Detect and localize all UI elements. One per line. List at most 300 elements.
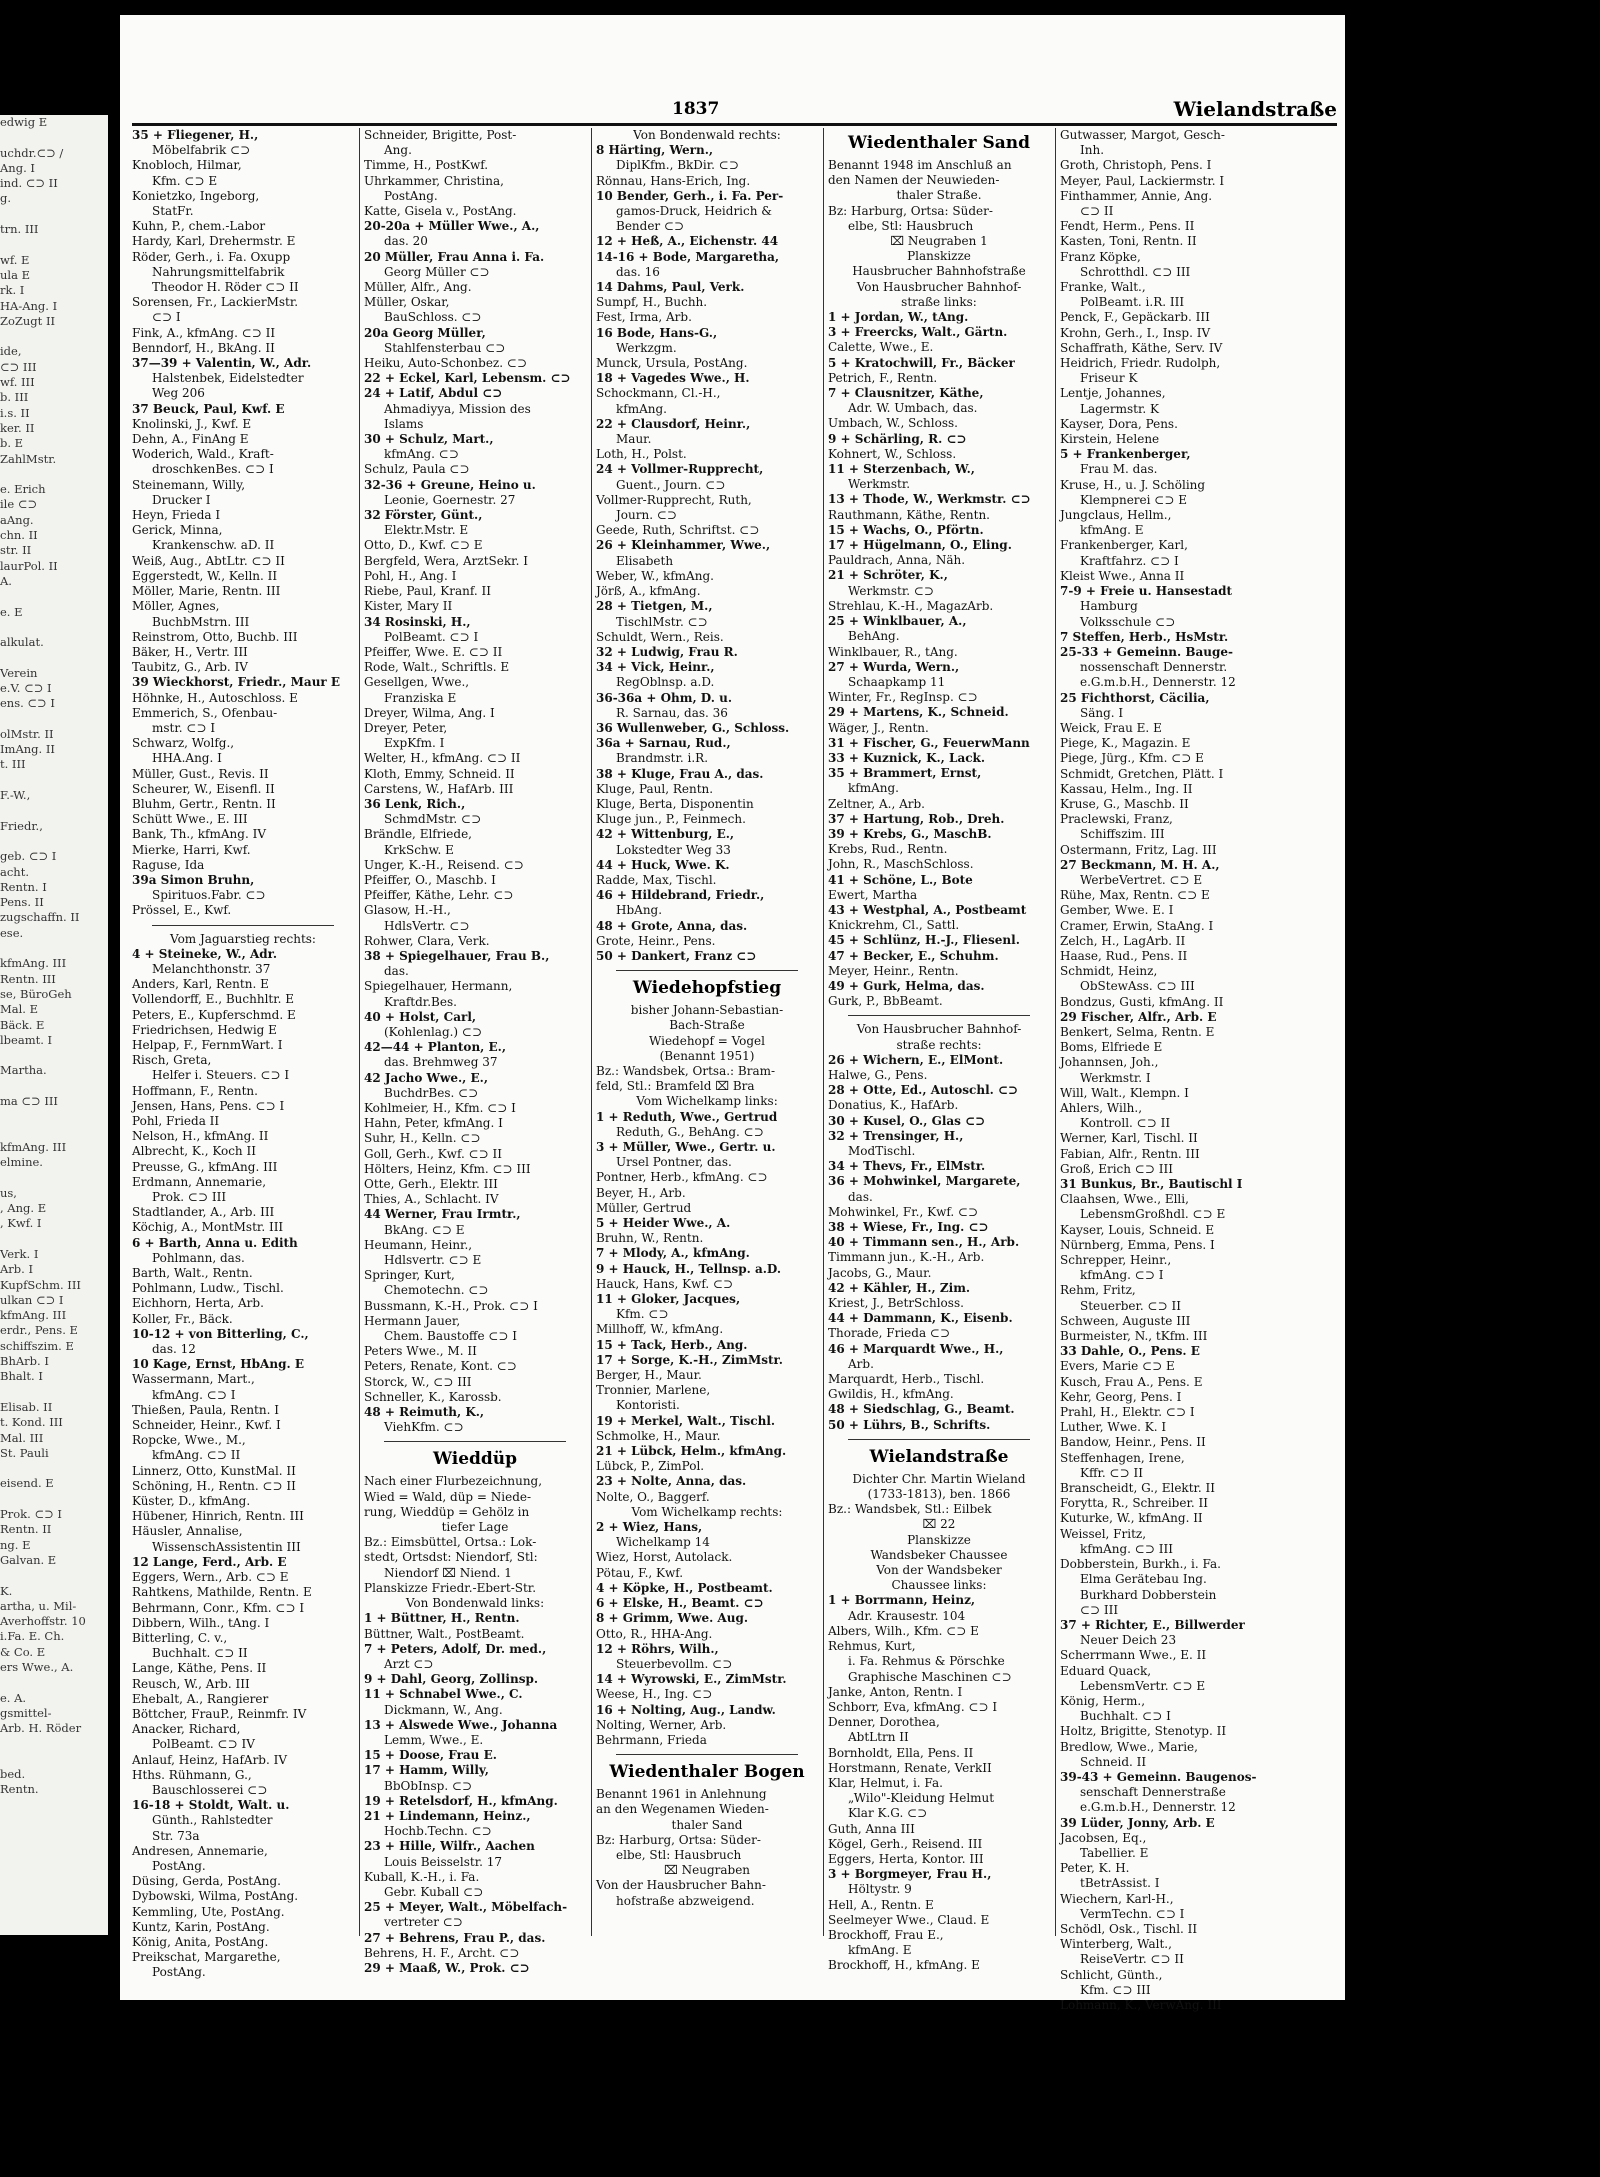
resident-entry: Peters, Renate, Kont. ⊂⊃ bbox=[364, 1359, 517, 1374]
resident-entry: Von der Hausbrucher Bahn- bbox=[596, 1878, 766, 1893]
prev-page-fragment bbox=[0, 941, 108, 956]
resident-entry: Halstenbek, Eidelstedter bbox=[152, 371, 304, 386]
resident-entry: Lentje, Johannes, bbox=[1060, 386, 1166, 401]
resident-entry: Burkhard Dobberstein bbox=[1080, 1587, 1217, 1602]
house-number-entry: 36 Wullenweber, G., Schloss. bbox=[596, 720, 790, 735]
house-number-entry: 23 + Nolte, Anna, das. bbox=[596, 1474, 747, 1489]
resident-entry: gamos-Druck, Heidrich & bbox=[616, 204, 772, 219]
resident-entry: Elma Gerätebau Ing. bbox=[1080, 1572, 1207, 1587]
prev-page-fragment bbox=[0, 1675, 108, 1690]
column-divider bbox=[823, 128, 824, 1936]
prev-page-fragment: e. E bbox=[0, 604, 23, 619]
resident-entry: Guent., Journ. ⊂⊃ bbox=[616, 477, 726, 492]
resident-entry: Düsing, Gerda, PostAng. bbox=[132, 1874, 281, 1889]
house-number-entry: 8 + Grimm, Wwe. Aug. bbox=[596, 1611, 749, 1626]
resident-entry: ViehKfm. ⊂⊃ bbox=[384, 1420, 464, 1435]
resident-entry: Schockmann, Cl.-H., bbox=[596, 386, 721, 401]
prev-page-fragment: trn. III bbox=[0, 222, 39, 237]
resident-entry: Bussmann, K.-H., Prok. ⊂⊃ I bbox=[364, 1298, 538, 1313]
house-number-entry: 3 + Müller, Wwe., Gertr. u. bbox=[596, 1140, 776, 1154]
resident-entry: Wichelkamp 14 bbox=[616, 1535, 710, 1550]
resident-entry: Piege, K., Magazin. E bbox=[1060, 736, 1191, 751]
resident-entry: Schborr, Eva, kfmAng. ⊂⊃ I bbox=[828, 1699, 998, 1714]
resident-entry: Praclewski, Franz, bbox=[1060, 812, 1173, 827]
prev-page-fragment bbox=[0, 1492, 108, 1507]
column-1 bbox=[132, 128, 354, 1980]
resident-entry: Emmerich, S., Ofenbau- bbox=[132, 705, 278, 720]
resident-entry: Linnerz, Otto, KunstMal. II bbox=[132, 1463, 296, 1478]
house-number-entry: 38 + Kluge, Frau A., das. bbox=[596, 766, 764, 781]
prev-page-fragment: HA-Ang. I bbox=[0, 298, 58, 313]
section-note: tiefer Lage bbox=[441, 1520, 509, 1535]
resident-entry: das. bbox=[848, 1189, 873, 1204]
house-number-entry: 34 + Vick, Heinr., bbox=[596, 660, 715, 675]
resident-entry: AbtLtrn II bbox=[848, 1730, 909, 1745]
resident-entry: Reinstrom, Otto, Buchb. III bbox=[132, 629, 298, 644]
prev-page-fragment: St. Pauli bbox=[0, 1445, 49, 1460]
resident-entry: das. Brehmweg 37 bbox=[384, 1055, 498, 1070]
resident-entry: Benannt 1948 im Anschluß an bbox=[828, 158, 1012, 172]
prev-page-fragment: F.-W., bbox=[0, 788, 31, 803]
resident-entry: Schütt Wwe., E. III bbox=[132, 812, 248, 827]
house-number-entry: 31 Bunkus, Br., Bautischl I bbox=[1060, 1177, 1243, 1192]
resident-entry: Munck, Ursula, PostAng. bbox=[596, 356, 748, 371]
house-number-entry: 28 + Otte, Ed., Autoschl. ⊂⊃ bbox=[828, 1083, 1019, 1098]
resident-entry: Kuntz, Karin, PostAng. bbox=[132, 1919, 270, 1934]
resident-entry: Ang. bbox=[384, 143, 412, 158]
resident-entry: Müller, Oskar, bbox=[364, 295, 450, 310]
house-number-entry: 1 + Büttner, H., Rentn. bbox=[364, 1611, 520, 1626]
section-separator bbox=[384, 1441, 566, 1442]
resident-entry: Boms, Elfriede E bbox=[1060, 1040, 1163, 1055]
resident-entry: Ewert, Martha bbox=[828, 887, 918, 902]
resident-entry: Strehlau, K.-H., MagazArb. bbox=[828, 598, 994, 613]
house-number-entry: 49 + Gurk, Helma, das. bbox=[828, 978, 985, 993]
house-number-entry: 38 + Spiegelhauer, Frau B., bbox=[364, 948, 550, 963]
resident-entry: Steffenhagen, Irene, bbox=[1060, 1450, 1185, 1465]
section-note: bisher Johann-Sebastian- bbox=[630, 1003, 784, 1018]
prev-page-fragment: eisend. E bbox=[0, 1476, 54, 1491]
resident-entry: kfmAng. ⊂⊃ II bbox=[152, 1448, 241, 1463]
prev-page-fragment: A. bbox=[0, 573, 12, 588]
prev-page-fragment bbox=[0, 467, 108, 482]
resident-entry: kfmAng. ⊂⊃ bbox=[384, 447, 459, 462]
resident-entry: Jacobsen, Eq., bbox=[1060, 1830, 1147, 1845]
resident-entry: Preikschat, Margarethe, bbox=[132, 1950, 281, 1965]
resident-entry: Gesellgen, Wwe., bbox=[364, 675, 470, 690]
resident-entry: Pfeiffer, Käthe, Lehr. ⊂⊃ bbox=[364, 888, 514, 903]
house-number-entry: 29 + Martens, K., Schneid. bbox=[828, 705, 1009, 720]
prev-page-fragment: ind. ⊂⊃ II bbox=[0, 176, 58, 191]
prev-page-fragment: Arb. H. Röder bbox=[0, 1721, 82, 1736]
resident-entry: Bender ⊂⊃ bbox=[616, 219, 685, 234]
resident-entry: Pohlmann, das. bbox=[152, 1250, 245, 1265]
section-note: Hausbrucher Bahnhofstraße bbox=[852, 264, 1026, 279]
resident-entry: Uhrkammer, Christina, bbox=[364, 173, 504, 188]
resident-entry: senschaft Dennerstraße bbox=[1080, 1785, 1226, 1800]
resident-entry: Theodor H. Röder ⊂⊃ II bbox=[152, 280, 299, 295]
house-number-entry: 39-43 + Gemeinn. Baugenos- bbox=[1060, 1769, 1257, 1784]
house-number-entry: 39 + Krebs, G., MaschB. bbox=[828, 826, 992, 841]
resident-entry: Kohlmeier, H., Kfm. ⊂⊃ I bbox=[364, 1101, 516, 1115]
section-note: Planskizze bbox=[907, 249, 971, 264]
resident-entry: Tabellier. E bbox=[1080, 1845, 1149, 1860]
house-number-entry: 24 + Vollmer-Rupprecht, bbox=[596, 462, 764, 477]
resident-entry: Köchig, A., MontMstr. III bbox=[132, 1220, 284, 1235]
prev-page-fragment: str. II bbox=[0, 543, 32, 558]
resident-entry: Claahsen, Wwe., Elli, bbox=[1060, 1192, 1189, 1207]
resident-entry: ⊂⊃ III bbox=[1080, 1602, 1119, 1617]
section-note: Von Bondenwald rechts: bbox=[633, 128, 781, 142]
resident-entry: Schmolke, H., Maur. bbox=[596, 1428, 721, 1443]
house-number-entry: 36 + Mohwinkel, Margarete, bbox=[828, 1174, 1021, 1189]
section-note: straße rechts: bbox=[896, 1037, 982, 1052]
resident-entry: BbObInsp. ⊂⊃ bbox=[384, 1778, 473, 1793]
resident-entry: Zelch, H., LagArb. II bbox=[1060, 933, 1186, 948]
resident-entry: Maur. bbox=[616, 432, 652, 447]
resident-entry: König, Herm., bbox=[1060, 1693, 1146, 1708]
prev-page-fragment: , Kwf. I bbox=[0, 1216, 42, 1231]
resident-entry: Ahmadiyya, Mission des bbox=[384, 401, 531, 416]
resident-entry: Janke, Anton, Rentn. I bbox=[828, 1684, 963, 1699]
prev-page-fragment: ma ⊂⊃ III bbox=[0, 1094, 58, 1108]
resident-entry: Mohwinkel, Fr., Kwf. ⊂⊃ bbox=[828, 1204, 979, 1219]
house-number-entry: 17 + Hamm, Willy, bbox=[364, 1763, 489, 1778]
resident-entry: den Namen der Neuwieden- bbox=[828, 173, 1000, 188]
resident-entry: PolBeamt. ⊂⊃ I bbox=[384, 629, 479, 644]
house-number-entry: 7 + Peters, Adolf, Dr. med., bbox=[364, 1641, 547, 1656]
section-note: Vom Wichelkamp links: bbox=[636, 1094, 778, 1109]
resident-entry: Büttner, Walt., PostBeamt. bbox=[364, 1626, 525, 1641]
house-number-entry: 33 + Kuznick, K., Lack. bbox=[828, 750, 986, 765]
prev-page-fragment: t. Kond. III bbox=[0, 1415, 63, 1430]
prev-page-fragment: ers Wwe., A. bbox=[0, 1659, 74, 1674]
house-number-entry: 9 + Hauck, H., Tellnsp. a.D. bbox=[596, 1261, 782, 1276]
resident-entry: Evers, Marie ⊂⊃ E bbox=[1060, 1359, 1175, 1374]
resident-entry: e.G.m.b.H., Dennerstr. 12 bbox=[1080, 675, 1236, 690]
house-number-entry: 6 + Barth, Anna u. Edith bbox=[132, 1235, 298, 1250]
resident-entry: Glasow, H.-H., bbox=[364, 903, 451, 918]
resident-entry: Calette, Wwe., E. bbox=[828, 340, 934, 355]
resident-entry: Hermann Jauer, bbox=[364, 1313, 461, 1328]
resident-entry: Hochb.Techn. ⊂⊃ bbox=[384, 1824, 492, 1839]
house-number-entry: 16 Bode, Hans-G., bbox=[596, 325, 718, 340]
page-number: 1837 bbox=[672, 99, 720, 119]
prev-page-fragment: Arb. I bbox=[0, 1262, 34, 1277]
resident-entry: Will, Walt., Klempn. I bbox=[1060, 1085, 1189, 1100]
resident-entry: Günth., Rahlstedter bbox=[152, 1813, 273, 1828]
resident-entry: Berger, H., Maur. bbox=[596, 1368, 702, 1383]
prev-page-fragment bbox=[0, 1461, 108, 1476]
house-number-entry: 9 + Schärling, R. ⊂⊃ bbox=[828, 431, 967, 446]
column-divider bbox=[359, 128, 360, 1936]
resident-entry: Inh. bbox=[1080, 143, 1105, 158]
resident-entry: Kruse, G., Maschb. II bbox=[1060, 796, 1189, 811]
prev-page-fragment: Rentn. II bbox=[0, 1522, 52, 1537]
prev-page-fragment bbox=[0, 329, 108, 344]
resident-entry: Anacker, Richard, bbox=[132, 1722, 241, 1737]
prev-page-fragment bbox=[0, 834, 108, 849]
resident-entry: Lübck, P., ZimPol. bbox=[596, 1459, 705, 1474]
resident-entry: Beyer, H., Arb. bbox=[596, 1185, 686, 1200]
resident-entry: mstr. ⊂⊃ I bbox=[152, 720, 216, 735]
resident-entry: Eichhorn, Herta, Arb. bbox=[132, 1296, 264, 1311]
prev-page-fragment: rk. I bbox=[0, 283, 25, 298]
resident-entry: Guth, Anna III bbox=[828, 1821, 915, 1836]
house-number-entry: 24 + Latif, Abdul ⊂⊃ bbox=[364, 386, 503, 401]
resident-entry: Franz Köpke, bbox=[1060, 249, 1141, 264]
resident-entry: Scherrmann Wwe., E. II bbox=[1060, 1648, 1207, 1663]
prev-page-fragment: aAng. bbox=[0, 512, 34, 527]
prev-page-fragment: us, bbox=[0, 1185, 17, 1200]
resident-entry: ExpKfm. I bbox=[384, 736, 445, 751]
prev-page-fragment: uchdr.⊂⊃ / bbox=[0, 145, 64, 160]
resident-entry: Ropcke, Wwe., M., bbox=[132, 1433, 246, 1448]
resident-entry: Hardy, Karl, Drehermstr. E bbox=[132, 234, 296, 249]
house-number-entry: 22 + Clausdorf, Heinr., bbox=[596, 416, 751, 431]
section-note: thaler Straße. bbox=[896, 188, 982, 203]
prev-page-fragment: kfmAng. III bbox=[0, 956, 67, 971]
house-number-entry: 5 + Heider Wwe., A. bbox=[596, 1216, 731, 1231]
resident-entry: Gember, Wwe. E. I bbox=[1060, 903, 1174, 918]
resident-entry: John, R., MaschSchloss. bbox=[828, 857, 974, 872]
prev-page-fragment bbox=[0, 1568, 108, 1583]
prev-page-fragment: t. III bbox=[0, 757, 26, 772]
resident-entry: Unger, K.-H., Reisend. ⊂⊃ bbox=[364, 857, 524, 872]
resident-entry: Gurk, P., BbBeamt. bbox=[828, 994, 943, 1009]
house-number-entry: 48 + Reimuth, K., bbox=[364, 1405, 485, 1420]
resident-entry: Heidrich, Friedr. Rudolph, bbox=[1060, 356, 1221, 371]
resident-entry: Weg 206 bbox=[152, 386, 205, 401]
resident-entry: Küster, D., kfmAng. bbox=[132, 1494, 251, 1509]
prev-page-fragment: Rentn. I bbox=[0, 879, 47, 894]
prev-page-fragment: Friedr., bbox=[0, 818, 43, 833]
resident-entry: Eggers, Wern., Arb. ⊂⊃ E bbox=[132, 1570, 289, 1585]
prev-page-fragment: ula E bbox=[0, 267, 30, 282]
house-number-entry: 19 + Retelsdorf, H., kfmAng. bbox=[364, 1793, 558, 1808]
house-number-entry: 48 + Siedschlag, G., Beamt. bbox=[828, 1402, 1015, 1417]
house-number-entry: 27 Beckmann, M. H. A., bbox=[1060, 857, 1220, 872]
house-number-entry: 7 + Mlody, A., kfmAng. bbox=[596, 1246, 750, 1261]
house-number-entry: 25 Fichthorst, Cäcilia, bbox=[1060, 690, 1210, 705]
resident-entry: Sorensen, Fr., LackierMstr. bbox=[132, 295, 299, 310]
house-number-entry: 5 + Kratochwill, Fr., Bäcker bbox=[828, 355, 1015, 370]
resident-entry: Dibbern, Wilh., tAng. I bbox=[132, 1615, 270, 1630]
resident-entry: Ehebalt, A., Rangierer bbox=[132, 1691, 269, 1706]
resident-entry: Rönnau, Hans-Erich, Ing. bbox=[596, 173, 751, 188]
resident-entry: Wiechern, Karl-H., bbox=[1060, 1891, 1174, 1906]
resident-entry: Bornholdt, Ella, Pens. II bbox=[828, 1745, 974, 1760]
resident-entry: Nolting, Werner, Arb. bbox=[596, 1717, 727, 1732]
resident-entry: Möller, Agnes, bbox=[132, 599, 220, 614]
resident-entry: Risch, Greta, bbox=[132, 1053, 212, 1068]
section-note: thaler Sand bbox=[671, 1817, 743, 1832]
resident-entry: Weber, W., kfmAng. bbox=[596, 568, 714, 583]
resident-entry: Schiffszim. III bbox=[1080, 827, 1165, 842]
resident-entry: Haase, Rud., Pens. II bbox=[1060, 948, 1188, 963]
resident-entry: Nahrungsmittelfabrik bbox=[152, 264, 285, 279]
resident-entry: Kohnert, W., Schloss. bbox=[828, 446, 957, 461]
resident-entry: Schuldt, Wern., Reis. bbox=[596, 629, 724, 644]
resident-entry: Konietzko, Ingeborg, bbox=[132, 188, 260, 203]
resident-entry: Jörß, A., kfmAng. bbox=[596, 584, 701, 599]
resident-entry: Nelson, H., kfmAng. II bbox=[132, 1129, 269, 1144]
resident-entry: Werkmstr. I bbox=[1080, 1070, 1151, 1085]
prev-page-fragment: Rentn. III bbox=[0, 971, 56, 986]
prev-page-fragment bbox=[0, 130, 108, 145]
house-number-entry: 37 + Richter, E., Billwerder bbox=[1060, 1617, 1245, 1632]
house-number-entry: 43 + Westphal, A., Postbeamt bbox=[828, 902, 1027, 917]
resident-entry: BehAng. bbox=[848, 629, 900, 644]
column-2 bbox=[364, 128, 586, 1975]
resident-entry: BuchdrBes. ⊂⊃ bbox=[384, 1085, 479, 1100]
prev-page-fragment: olMstr. II bbox=[0, 726, 54, 741]
resident-entry: Lemm, Wwe., E. bbox=[384, 1732, 484, 1747]
resident-entry: Müller, Gertrud bbox=[596, 1200, 692, 1215]
resident-entry: Bank, Th., kfmAng. IV bbox=[132, 827, 266, 842]
prev-page-fragment: alkulat. bbox=[0, 635, 44, 650]
resident-entry: rung, Wieddüp = Gehölz in bbox=[364, 1504, 530, 1519]
resident-entry: Krebs, Rud., Rentn. bbox=[828, 842, 948, 857]
prev-page-fragment: ese. bbox=[0, 925, 24, 940]
resident-entry: elbe, Stl: Hausbruch bbox=[616, 1847, 742, 1862]
house-number-entry: 50 + Dankert, Franz ⊂⊃ bbox=[596, 948, 757, 963]
resident-entry: Stadtlander, A., Arb. III bbox=[132, 1205, 275, 1220]
resident-entry: Krohn, Gerh., I., Insp. IV bbox=[1060, 325, 1211, 340]
resident-entry: WerbeVertret. ⊂⊃ E bbox=[1080, 872, 1203, 887]
house-number-entry: 34 Rosinski, H., bbox=[364, 614, 471, 629]
resident-entry: Preusse, G., kfmAng. III bbox=[132, 1159, 278, 1174]
house-number-entry: 11 + Schnabel Wwe., C. bbox=[364, 1687, 523, 1702]
resident-entry: Lokstedter Weg 33 bbox=[616, 842, 731, 857]
resident-entry: Möller, Marie, Rentn. III bbox=[132, 584, 281, 599]
resident-entry: Kontroll. ⊂⊃ II bbox=[1080, 1116, 1171, 1131]
resident-entry: Möbelfabrik ⊂⊃ bbox=[152, 143, 251, 158]
resident-entry: droschkenBes. ⊂⊃ I bbox=[152, 462, 274, 477]
resident-entry: Leonie, Goernestr. 27 bbox=[384, 492, 516, 507]
column-5 bbox=[1060, 128, 1282, 2012]
house-number-entry: 7-9 + Freie u. Hansestadt bbox=[1060, 584, 1233, 599]
prev-page-fragment: ⊂⊃ III bbox=[0, 359, 37, 374]
street-heading: Wiedenthaler Bogen bbox=[609, 1762, 805, 1783]
resident-entry: Bergfeld, Wera, ArztSekr. I bbox=[364, 553, 528, 568]
section-note: Bach-Straße bbox=[669, 1018, 745, 1033]
resident-entry: Arzt ⊂⊃ bbox=[384, 1656, 434, 1671]
resident-entry: Neuer Deich 23 bbox=[1080, 1633, 1177, 1648]
resident-entry: Adr. Krausestr. 104 bbox=[848, 1608, 966, 1623]
house-number-entry: 19 + Merkel, Walt., Tischl. bbox=[596, 1413, 776, 1428]
resident-entry: Heumann, Heinr., bbox=[364, 1237, 473, 1252]
column-4 bbox=[828, 128, 1050, 1973]
house-number-entry: 35 + Fliegener, H., bbox=[132, 128, 259, 142]
resident-entry: Pontner, Herb., kfmAng. ⊂⊃ bbox=[596, 1170, 768, 1185]
house-number-entry: 13 + Thode, W., Werkmstr. ⊂⊃ bbox=[828, 492, 1031, 507]
resident-entry: Hell, A., Rentn. E bbox=[828, 1897, 934, 1912]
resident-entry: ModTischl. bbox=[848, 1144, 916, 1158]
house-number-entry: 32 + Ludwig, Frau R. bbox=[596, 644, 738, 659]
house-number-entry: 44 Werner, Frau Irmtr., bbox=[364, 1207, 521, 1222]
resident-entry: Str. 73a bbox=[152, 1828, 200, 1843]
prev-page-fragment: wf. E bbox=[0, 252, 30, 267]
prev-page-fragment: erdr., Pens. E bbox=[0, 1323, 78, 1338]
resident-entry: Rahtkens, Mathilde, Rentn. E bbox=[132, 1585, 312, 1600]
house-number-entry: 30 + Kusel, O., Glas ⊂⊃ bbox=[828, 1113, 986, 1128]
resident-entry: kfmAng. bbox=[616, 401, 667, 416]
resident-entry: Koller, Fr., Bäck. bbox=[132, 1311, 233, 1326]
house-number-entry: 36 Lenk, Rich., bbox=[364, 796, 466, 811]
resident-entry: Sumpf, H., Buchh. bbox=[596, 295, 708, 310]
resident-entry: Schneller, K., Karossb. bbox=[364, 1389, 502, 1404]
house-number-entry: 8 Härting, Wern., bbox=[596, 143, 714, 158]
resident-entry: Fest, Irma, Arb. bbox=[596, 310, 692, 325]
resident-entry: Suhr, H., Kelln. ⊂⊃ bbox=[364, 1131, 481, 1146]
house-number-entry: 37—39 + Valentin, W., Adr. bbox=[132, 356, 312, 371]
resident-entry: Wassermann, Mart., bbox=[132, 1372, 255, 1387]
resident-entry: Bondzus, Gusti, kfmAng. II bbox=[1060, 994, 1224, 1009]
resident-entry: Bäker, H., Vertr. III bbox=[132, 644, 248, 659]
prev-page-fragment: ulkan ⊂⊃ I bbox=[0, 1292, 64, 1307]
resident-entry: Thies, A., Schlacht. IV bbox=[364, 1192, 499, 1207]
resident-entry: KrkSchw. E bbox=[384, 842, 454, 857]
house-number-entry: 14 Dahms, Paul, Verk. bbox=[596, 280, 745, 295]
resident-entry: Kluge jun., P., Feinmech. bbox=[596, 812, 746, 827]
resident-entry: Geede, Ruth, Schriftst. ⊂⊃ bbox=[596, 523, 760, 538]
prev-page-fragment: Verein bbox=[0, 665, 38, 680]
resident-entry: das. bbox=[384, 964, 409, 979]
resident-entry: ⊂⊃ II bbox=[1080, 204, 1114, 219]
resident-entry: Reduth, G., BehAng. ⊂⊃ bbox=[616, 1124, 764, 1139]
resident-entry: Penck, F., Gepäckarb. III bbox=[1060, 310, 1210, 325]
resident-entry: Schrotthdl. ⊂⊃ III bbox=[1080, 264, 1191, 279]
prev-page-fragment bbox=[0, 1079, 108, 1094]
resident-entry: Thorade, Frieda ⊂⊃ bbox=[828, 1326, 951, 1341]
house-number-entry: 42 + Kähler, H., Zim. bbox=[828, 1280, 971, 1295]
house-number-entry: 41 + Schöne, L., Bote bbox=[828, 872, 973, 887]
resident-entry: WissenschAssistentin III bbox=[152, 1539, 301, 1554]
resident-entry: Ostermann, Fritz, Lag. III bbox=[1060, 842, 1217, 857]
resident-entry: Millhoff, W., kfmAng. bbox=[596, 1322, 724, 1337]
section-separator bbox=[616, 970, 798, 971]
resident-entry: Weiß, Aug., AbtLtr. ⊂⊃ II bbox=[132, 553, 285, 568]
resident-entry: Rehm, Fritz, bbox=[1060, 1283, 1136, 1298]
prev-page-fragment: artha, u. Mil- bbox=[0, 1598, 77, 1613]
house-number-entry: 4 + Köpke, H., Postbeamt. bbox=[596, 1580, 773, 1595]
resident-entry: Kayser, Louis, Schneid. E bbox=[1060, 1222, 1215, 1237]
resident-entry: Wäger, J., Rentn. bbox=[828, 720, 929, 735]
prev-page-fragment: kfmAng. III bbox=[0, 1139, 67, 1154]
column-divider bbox=[591, 128, 592, 1936]
section-note: Planskizze bbox=[907, 1532, 971, 1547]
resident-entry: Krankenschw. aD. II bbox=[152, 538, 275, 553]
resident-entry: Pohlmann, Ludw., Tischl. bbox=[132, 1281, 284, 1296]
resident-entry: Kister, Mary II bbox=[364, 599, 453, 614]
resident-entry: Storck, W., ⊂⊃ III bbox=[364, 1374, 472, 1389]
prev-page-fragment: geb. ⊂⊃ I bbox=[0, 849, 57, 864]
resident-entry: Kuhn, P., chem.-Labor bbox=[132, 219, 266, 234]
resident-entry: Otto, D., Kwf. ⊂⊃ E bbox=[364, 538, 483, 553]
resident-entry: Pfeiffer, Wwe. E. ⊂⊃ II bbox=[364, 644, 503, 659]
resident-entry: Elisabeth bbox=[616, 553, 674, 568]
house-number-entry: 39a Simon Bruhn, bbox=[132, 872, 255, 887]
resident-entry: Andresen, Annemarie, bbox=[132, 1843, 268, 1858]
resident-entry: Brockhoff, H., kfmAng. E bbox=[828, 1958, 980, 1973]
resident-entry: Werkmstr. bbox=[848, 477, 911, 492]
resident-entry: Weese, H., Ing. ⊂⊃ bbox=[596, 1687, 713, 1702]
resident-entry: Dickmann, W., Ang. bbox=[384, 1702, 503, 1717]
prev-page-fragment bbox=[0, 1170, 108, 1185]
resident-entry: Dehn, A., FinAng E bbox=[132, 432, 249, 447]
resident-entry: das. 12 bbox=[152, 1342, 196, 1357]
